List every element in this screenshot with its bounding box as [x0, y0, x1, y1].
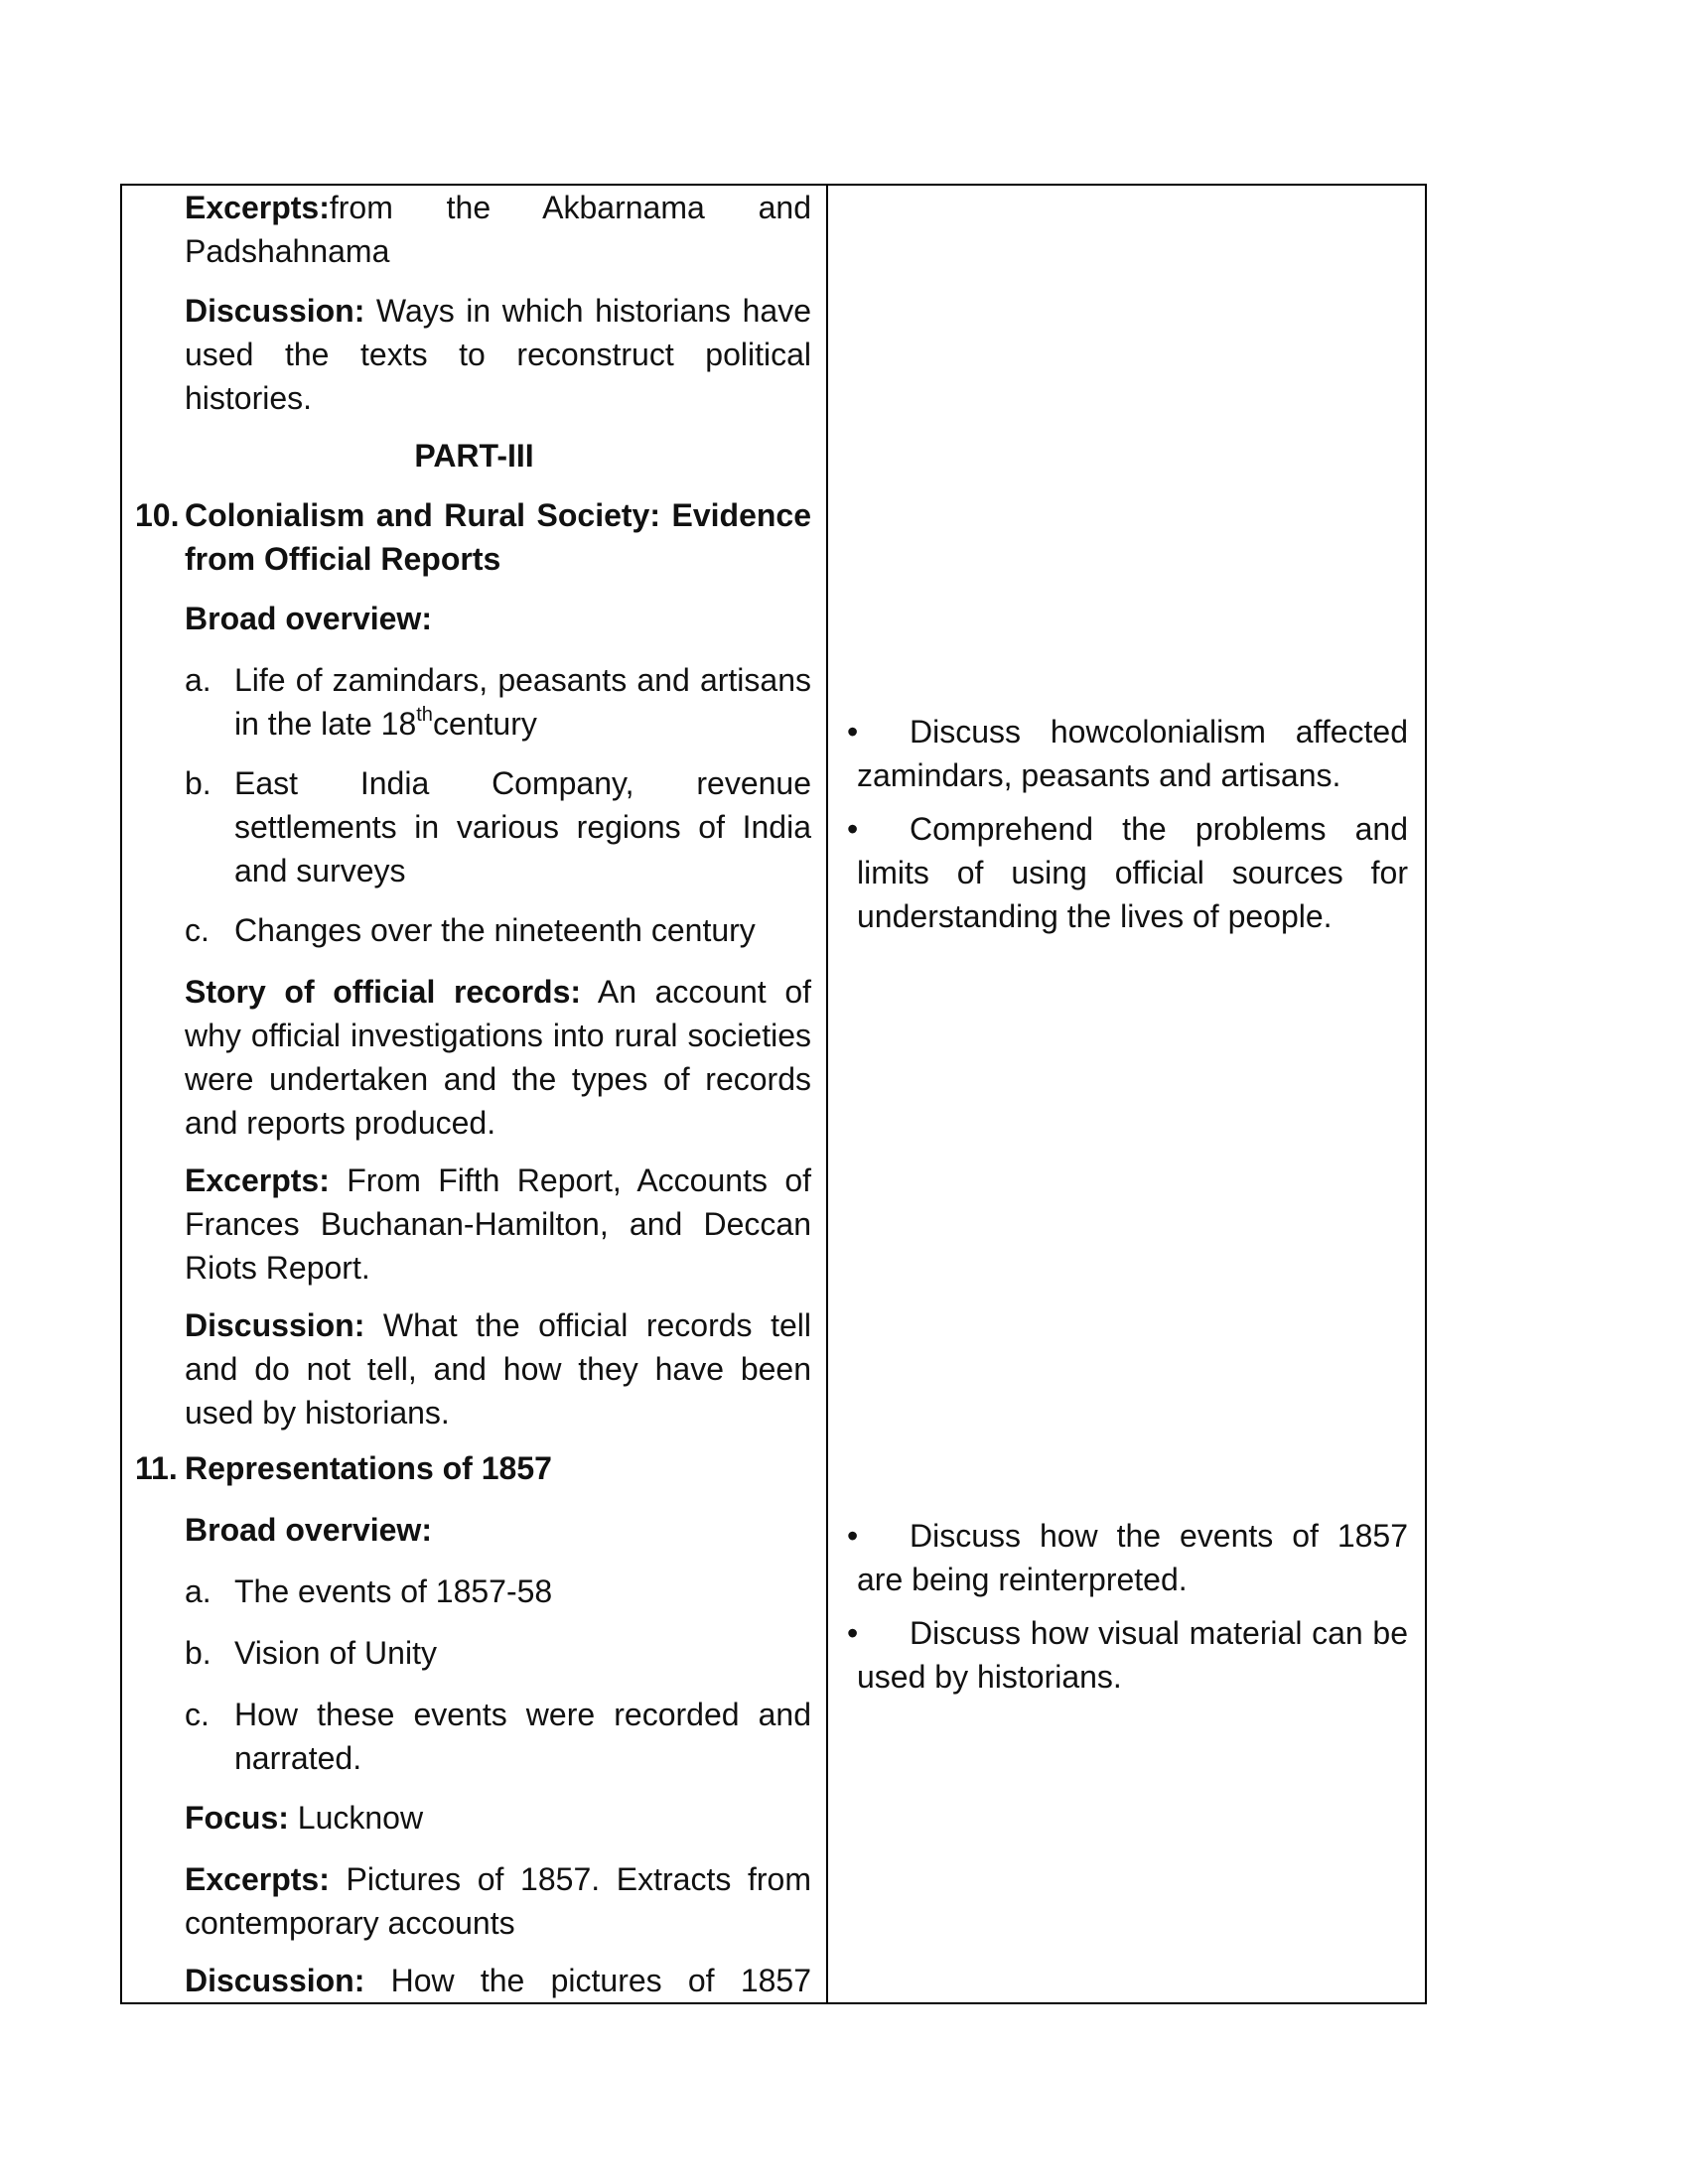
- item-text-part: Life of zamindars, peasants and artisans in the late 18: [234, 662, 811, 742]
- unit-10-heading: [135, 493, 811, 581]
- item-text: Vision of Unity: [234, 1635, 437, 1671]
- unit-10-number: 10.: [135, 497, 180, 533]
- item-marker: b.: [185, 1635, 211, 1671]
- bullet-icon: •: [847, 714, 859, 750]
- unit-11-objective-1: [847, 1514, 1408, 1601]
- excerpts-akbarnama: [185, 186, 811, 273]
- item-marker: a.: [185, 1573, 211, 1609]
- focus-label: Focus:: [185, 1800, 289, 1836]
- item-text: How these events were recorded and narrated.: [234, 1697, 811, 1776]
- unit-10-item-a: [185, 658, 811, 746]
- unit-11-excerpts: [185, 1857, 811, 1945]
- excerpts-label: Excerpts:: [185, 1162, 330, 1198]
- item-marker: a.: [185, 662, 211, 698]
- item-text: Changes over the nineteenth century: [234, 912, 756, 948]
- column-divider: [826, 186, 828, 2002]
- unit-11-objective-2: [847, 1611, 1408, 1699]
- item-marker: c.: [185, 1697, 210, 1732]
- unit-10-objective-2: [847, 807, 1408, 938]
- unit-10-excerpts: [185, 1159, 811, 1290]
- discussion-text: What the official records tell and do not tell, and how they have been used by historians.: [185, 1307, 811, 1431]
- discussion-text: How the pictures of 1857: [364, 1963, 811, 1998]
- objective-text: Discuss how visual material can be used by historians.: [857, 1615, 1408, 1695]
- story-text: An account of why official investigations into rural societies were undertaken and the types of records and reports produced.: [185, 974, 812, 1141]
- unit-11-item-c: [185, 1693, 811, 1780]
- unit-11-overview-label: Broad overview:: [185, 1512, 432, 1548]
- objective-text: Discuss how the events of 1857 are being reinterpreted.: [857, 1518, 1408, 1597]
- unit-10-item-b: [185, 761, 811, 892]
- unit-11-focus: [185, 1796, 811, 1840]
- superscript: th: [416, 704, 433, 726]
- discussion-text: Ways in which historians have used the texts to reconstruct political histories.: [185, 293, 811, 416]
- story-label: Story of official records:: [185, 974, 582, 1010]
- unit-10-discussion: [185, 1303, 811, 1434]
- unit-10-title: Colonialism and Rural Society: Evidence from Official Reports: [185, 497, 811, 577]
- discussion-label: Discussion:: [185, 1963, 365, 1998]
- discussion-label: Discussion:: [185, 1307, 365, 1343]
- discussion-texts: [185, 289, 811, 420]
- excerpts-label: Excerpts:: [185, 190, 330, 225]
- unit-10-objective-1: [847, 710, 1408, 797]
- syllabus-table: [120, 184, 1427, 2004]
- objective-text: Comprehend the problems and limits of using official sources for understanding the lives of people.: [857, 811, 1408, 934]
- bullet-icon: •: [847, 1615, 859, 1651]
- unit-11-item-b: [185, 1631, 811, 1675]
- item-text: East India Company, revenue settlements in various regions of India and surveys: [234, 765, 811, 888]
- item-marker: c.: [185, 912, 210, 948]
- item-marker: b.: [185, 765, 211, 801]
- excerpts-text: From Fifth Report, Accounts of Frances Buchanan-Hamilton, and Deccan Riots Report.: [185, 1162, 811, 1286]
- objective-text: Discuss howcolonialism affected zamindars, peasants and artisans.: [857, 714, 1408, 793]
- excerpts-text: from the Akbarnama and Padshahnama: [185, 190, 811, 269]
- focus-text: Lucknow: [288, 1800, 424, 1836]
- discussion-label: Discussion:: [185, 293, 365, 329]
- item-text: The events of 1857-58: [234, 1573, 553, 1609]
- unit-10-story: [185, 970, 811, 1145]
- item-text-part: century: [432, 706, 537, 742]
- item-text: [234, 658, 811, 746]
- unit-11-title: Representations of 1857: [185, 1450, 552, 1486]
- unit-11-item-a: [185, 1570, 811, 1613]
- bullet-icon: •: [847, 811, 859, 847]
- excerpts-text: Pictures of 1857. Extracts from contemporary accounts: [185, 1861, 811, 1941]
- bullet-icon: •: [847, 1518, 859, 1554]
- unit-11-discussion: [185, 1959, 811, 2002]
- excerpts-label: Excerpts:: [185, 1861, 330, 1897]
- unit-10-overview-label: Broad overview:: [185, 601, 432, 636]
- unit-11-heading: [135, 1446, 811, 1490]
- part-title: PART-III: [414, 438, 534, 474]
- unit-11-number: 11.: [135, 1450, 178, 1486]
- unit-10-item-c: [185, 908, 811, 952]
